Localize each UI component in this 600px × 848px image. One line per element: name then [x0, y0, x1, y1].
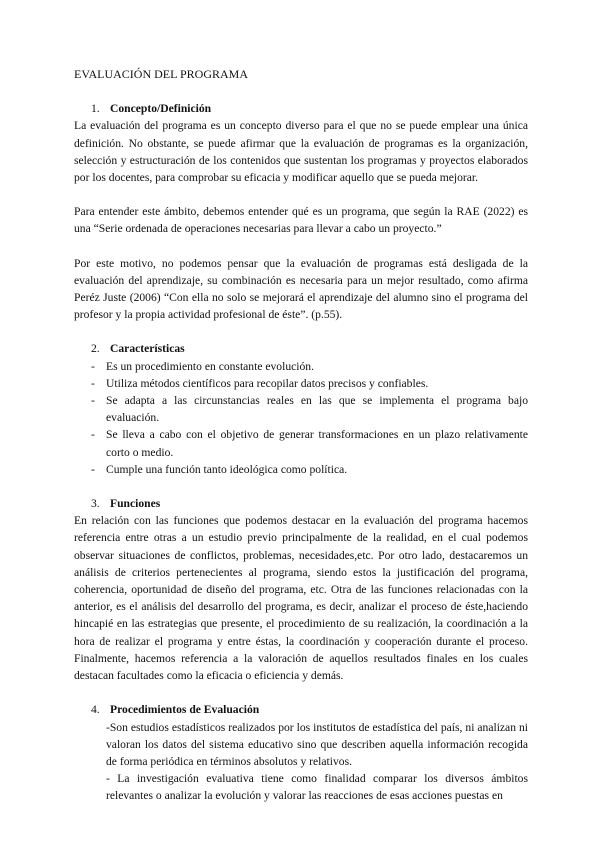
list-item: - Es un procedimiento en constante evolución.: [74, 358, 528, 375]
dash-marker: -: [91, 359, 95, 373]
section-heading-caracteristicas: [74, 340, 528, 357]
section-caracteristicas: [74, 340, 528, 478]
section-procedimientos: [74, 701, 528, 804]
list-item: - Cumple una función tanto ideológica como política.: [74, 461, 528, 478]
dash-marker: -: [91, 428, 95, 442]
paragraph-investigacion-evaluativa: - La investigación evaluativa tiene como finalidad comparar los diversos ámbitos relevantes o analizar la evolución y valorar las reacciones de esas acciones puestas en: [106, 772, 528, 803]
document-title: EVALUACIÓN DEL PROGRAMA: [74, 67, 249, 81]
section-number: 1.: [91, 102, 100, 116]
dash-marker: -: [91, 394, 95, 408]
section-title: Funciones: [110, 497, 161, 511]
section-number: 3.: [91, 497, 100, 511]
section-number: 2.: [91, 342, 100, 356]
section-number: 4.: [91, 703, 100, 717]
paragraph-programa-rae: Para entender este ámbito, debemos entender qué es un programa, que según la RAE (2022) es una “Serie ordenada de operaciones necesarias para llevar a cabo un proyecto.”: [74, 205, 528, 236]
list-item: - Se adapta a las circunstancias reales en las que se implementa el programa bajo evaluación.: [91, 394, 528, 425]
paragraph-funciones: En relación con las funciones que podemos destacar en la evaluación del programa hacemos referencia entre otras a un estudio previo principalmente de la realidad, en el cual podemos observar situaciones de conflictos, problemas, necesidades,etc. Por otro lado, destacaremos un análisis de criterios pertenecientes al programa, siendo estos la justificación del programa, coherencia, oportunidad de diseño del programa, etc. Otra de las funciones relacionadas con la anterior, es el análisis del desarrollo del programa, es decir, analizar el proceso de éste,haciendo hincapié en las estrategias que presente, el procedimiento de su realización, la coordinación a la hora de realizar el programa y entre éstas, la coordinación y cooperación durante el proceso. Finalmente, hacemos referencia a la valoración de aquellos resultados finales en los cuales destacan facultades como la eficacia o eficiencia y demás.: [74, 514, 528, 683]
paragraph-definicion: La evaluación del programa es un concepto diverso para el que no se puede emplear una única definición. No obstante, se puede afirmar que la evaluación de programas es la organización, selección y estructuración de los contenidos que sustentan los programas y proyectos elaborados por los docentes, para comprobar su eficacia y modificar aquello que se pueda mejorar.: [74, 119, 528, 185]
list-item: - Se lleva a cabo con el objetivo de generar transformaciones en un plazo relativamente corto o medio.: [91, 428, 528, 459]
caracteristicas-list: [74, 358, 528, 478]
document-page: [74, 66, 528, 805]
list-item: - Utiliza métodos científicos para recopilar datos precisos y confiables.: [74, 375, 528, 392]
section-heading-procedimientos: [74, 701, 528, 718]
section-title: Procedimientos de Evaluación: [110, 703, 260, 717]
paragraph-evaluacion-aprendizaje: Por este motivo, no podemos pensar que la evaluación de programas está desligada de la evaluación del aprendizaje, su combinación es necesaria para un mejor resultado, como afirma Peréz Juste (2006) “Con ella no solo se mejorará el aprendizaje del alumno sino el programa del profesor y la propia actividad profesional de éste”. (p.55).: [74, 256, 528, 322]
section-heading-concepto: [74, 100, 528, 117]
section-title: Características: [110, 342, 185, 356]
section-title: Concepto/Definición: [110, 102, 212, 116]
section-concepto: [74, 100, 528, 323]
section-funciones: [74, 495, 528, 684]
paragraph-estudios-estadisticos: -Son estudios estadísticos realizados por los institutos de estadística del país, ni analizan ni valoran los datos del sistema educativo sino que describen aquella información recogida de forma periódica en términos absolutos y relativos.: [106, 720, 528, 768]
section-heading-funciones: [74, 495, 528, 512]
dash-marker: -: [91, 462, 95, 476]
dash-marker: -: [91, 376, 95, 390]
